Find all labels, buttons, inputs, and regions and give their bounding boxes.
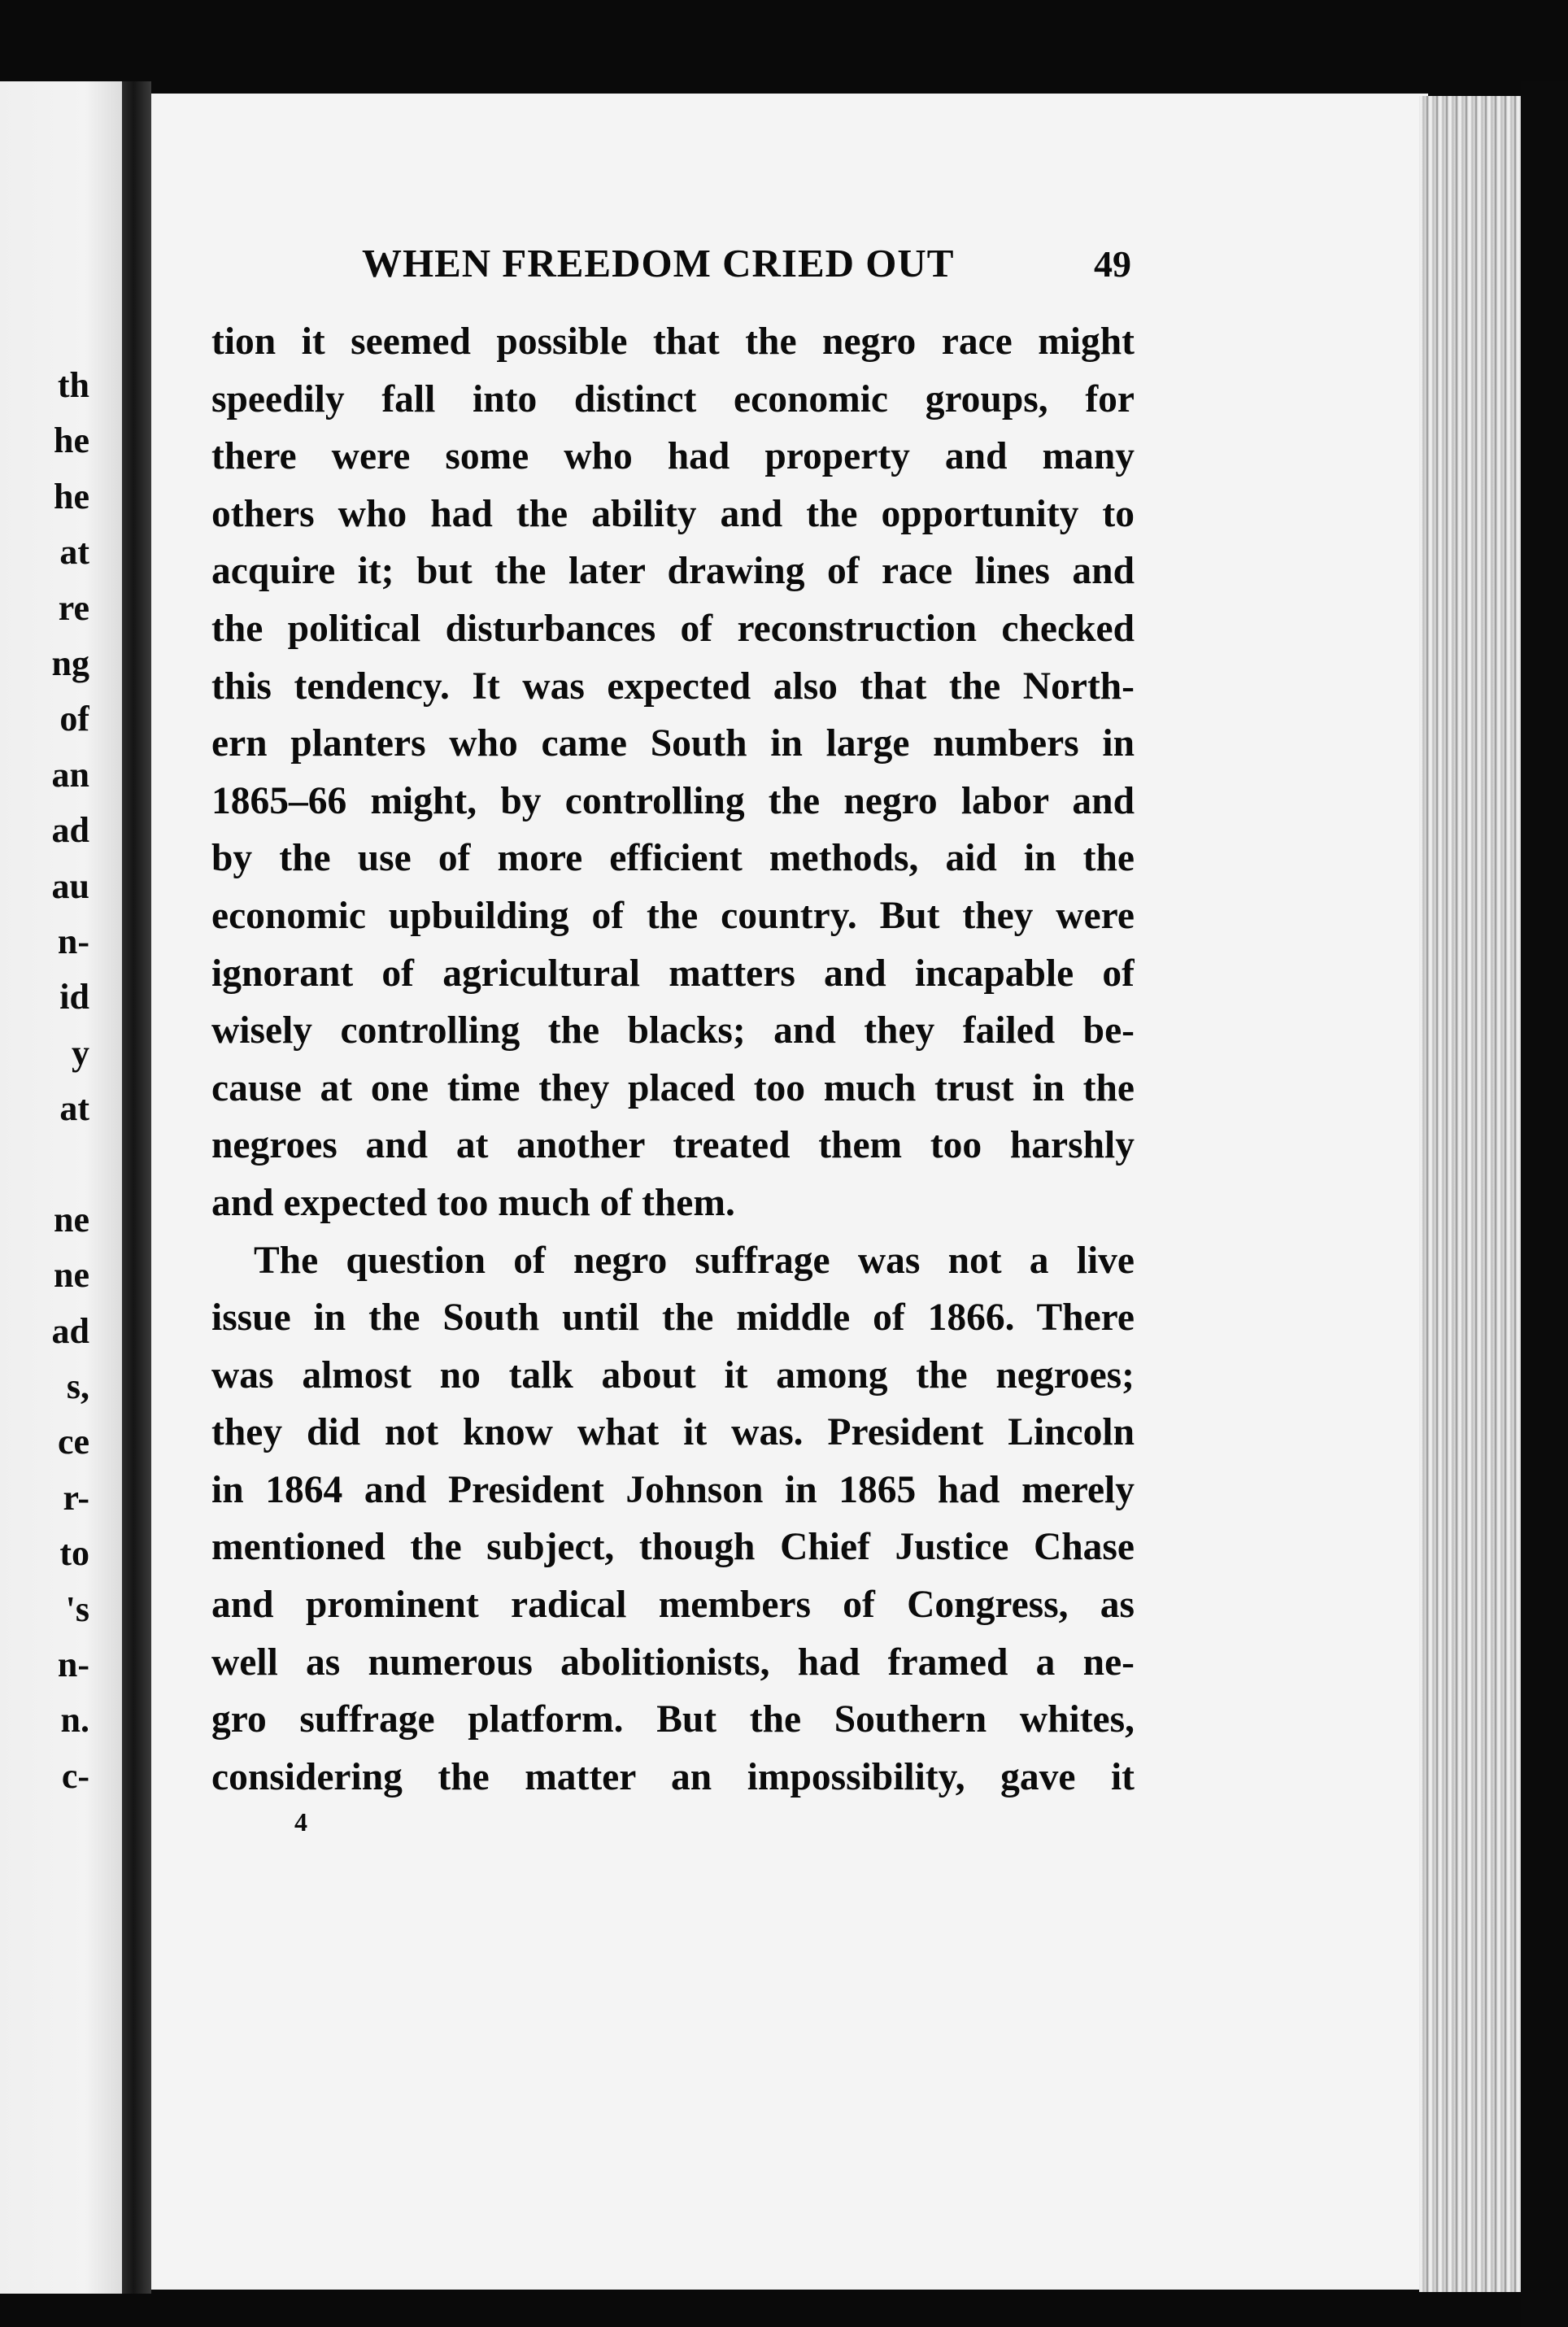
text-line: ignorant of agricultural matters and incapable of: [211, 952, 1135, 995]
text-line: others who had the ability and the opportunity to: [211, 492, 1135, 535]
line-end: ng: [51, 643, 89, 683]
previous-page-line-ends: [0, 358, 89, 1804]
text-line: this tendency. It was expected also that the North-: [211, 665, 1135, 708]
text-line: The question of negro suffrage was not a live: [254, 1239, 1135, 1282]
text-line: issue in the South until the middle of 1866. There: [211, 1296, 1135, 1340]
text-line: acquire it; but the later drawing of race lines and: [211, 550, 1135, 593]
text-line: well as numerous abolitionists, had framed a ne-: [211, 1641, 1135, 1684]
line-end: ne: [54, 1199, 89, 1240]
text-line: 1865–66 might, by controlling the negro labor and: [211, 779, 1135, 822]
line-end: n-: [57, 1644, 89, 1684]
line-end: r-: [63, 1477, 89, 1518]
text-line: and prominent radical members of Congress, as: [211, 1584, 1135, 1627]
text-line: tion it seemed possible that the negro race might: [211, 320, 1135, 363]
line-end: to: [59, 1533, 89, 1574]
text-line: ern planters who came South in large numbers in: [211, 722, 1135, 765]
text-line: considering the matter an impossibility, gave it: [211, 1755, 1135, 1798]
page-number: 49: [1094, 243, 1131, 285]
previous-page: [0, 81, 122, 2294]
text-line: speedily fall into distinct economic groups, for: [211, 377, 1135, 421]
text-line: cause at one time they placed too much trust in the: [211, 1066, 1135, 1109]
line-end: at: [59, 1088, 89, 1129]
text-line: was almost no talk about it among the negroes;: [211, 1353, 1135, 1397]
text-line: mentioned the subject, though Chief Justice Chase: [211, 1526, 1135, 1569]
line-end: au: [51, 865, 89, 906]
text-line: the political disturbances of reconstruction checked: [211, 607, 1135, 650]
line-end: 's: [65, 1588, 89, 1629]
line-end: th: [57, 365, 89, 405]
line-end: he: [54, 476, 89, 516]
line-end: n.: [60, 1700, 89, 1741]
text-line: there were some who had property and many: [211, 435, 1135, 478]
line-end: he: [54, 421, 89, 461]
text-line: in 1864 and President Johnson in 1865 had merely: [211, 1468, 1135, 1511]
line-end: c-: [61, 1755, 89, 1796]
line-end: s,: [66, 1366, 89, 1407]
page-edges: [1419, 96, 1525, 2292]
book-gutter: [122, 81, 151, 2294]
line-end: ad: [51, 1310, 89, 1351]
text-line: by the use of more efficient methods, aid in the: [211, 837, 1135, 880]
line-end: at: [59, 532, 89, 573]
scan-background-right: [1521, 81, 1568, 2327]
line-end: re: [58, 587, 89, 628]
line-end: n-: [57, 921, 89, 961]
text-line: they did not know what it was. President Lincoln: [211, 1411, 1135, 1454]
line-end: ne: [54, 1255, 89, 1296]
text-line: and expected too much of them.: [211, 1181, 735, 1224]
text-line: gro suffrage platform. But the Southern whites,: [211, 1698, 1135, 1741]
signature-mark: 4: [294, 1807, 307, 1837]
text-line: economic upbuilding of the country. But they were: [211, 894, 1135, 937]
line-end: of: [59, 699, 89, 739]
line-end: id: [59, 977, 89, 1018]
line-end: ad: [51, 810, 89, 851]
line-end: an: [51, 754, 89, 795]
line-end: ce: [57, 1422, 89, 1462]
text-line: negroes and at another treated them too harshly: [211, 1124, 1135, 1167]
page-body-text: [211, 313, 1135, 1806]
line-end: [0, 1136, 89, 1192]
text-line: wisely controlling the blacks; and they failed be-: [211, 1009, 1135, 1052]
line-end: y: [72, 1032, 89, 1073]
running-head: WHEN FREEDOM CRIED OUT: [362, 241, 955, 285]
